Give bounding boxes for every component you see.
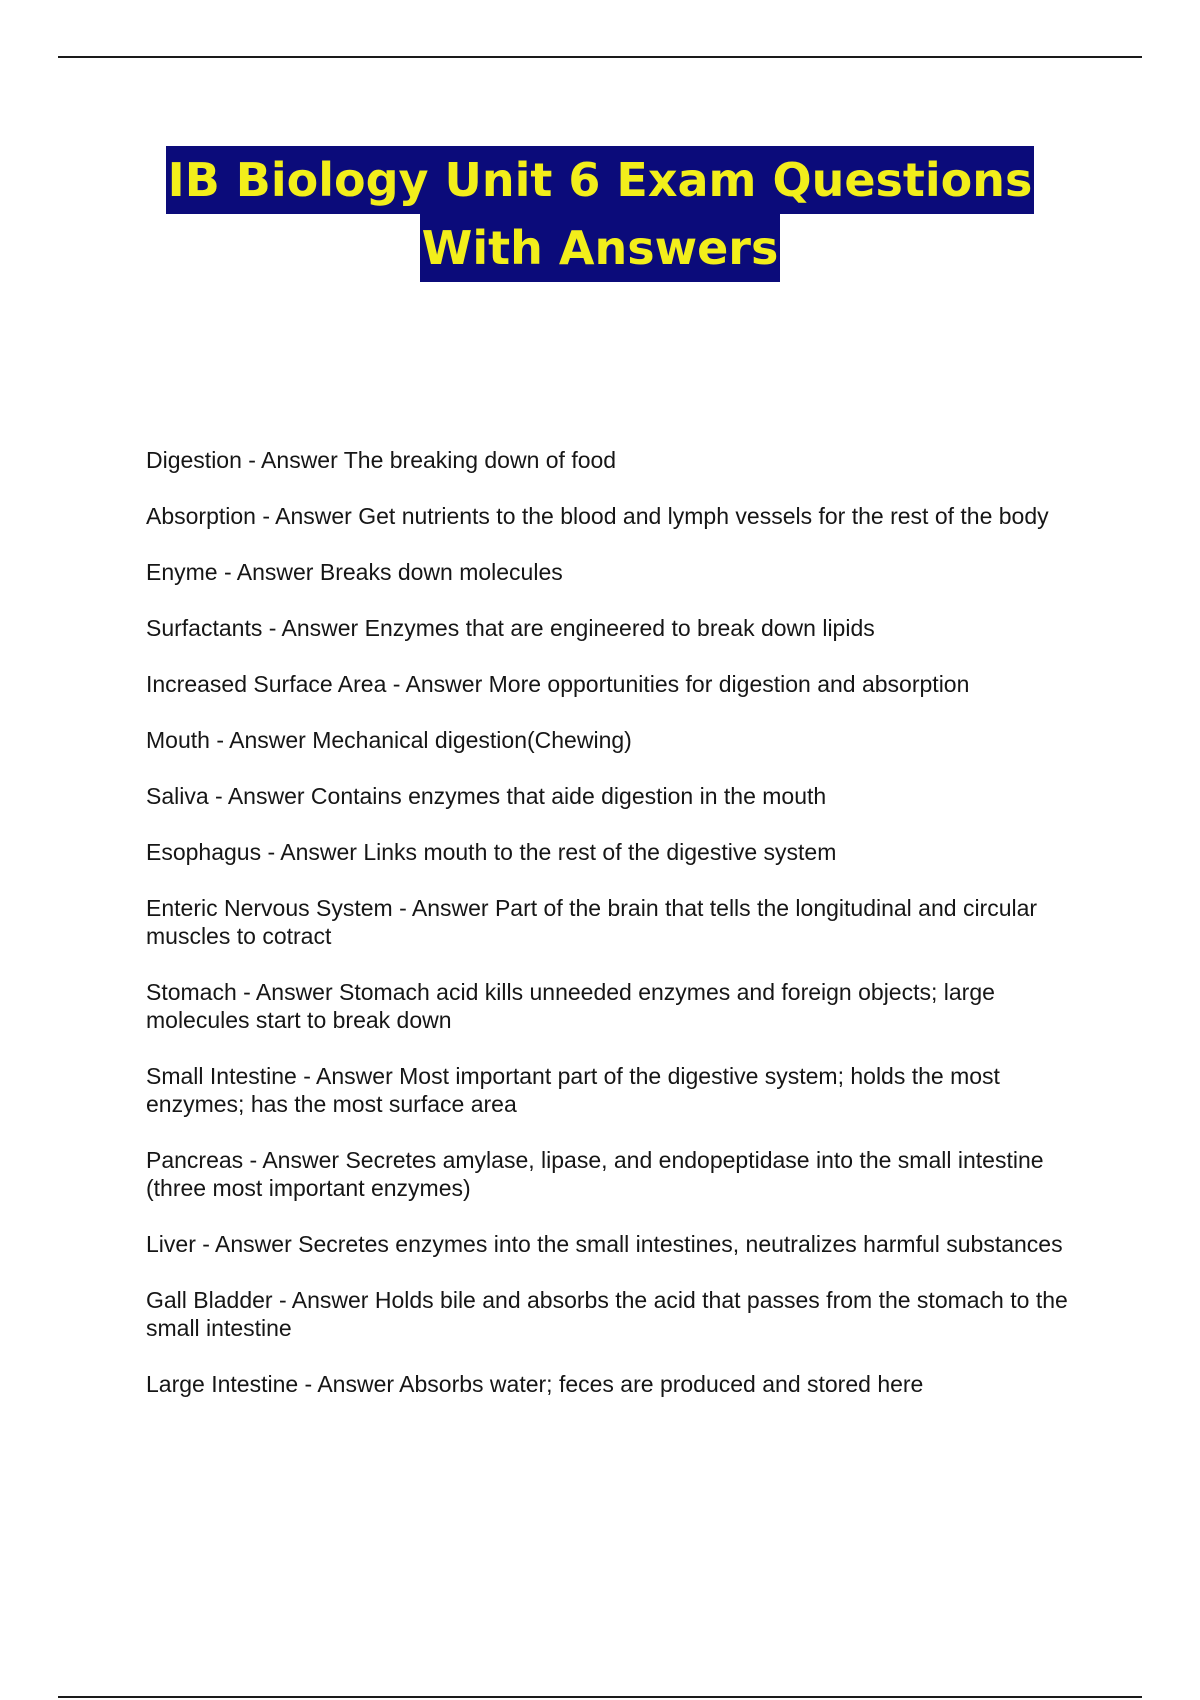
qa-separator: - Answer <box>386 671 489 697</box>
qa-term: Esophagus <box>146 839 262 865</box>
qa-item <box>146 894 1096 950</box>
qa-separator: - Answer <box>272 1287 375 1313</box>
title-line-1: IB Biology Unit 6 Exam Questions <box>166 146 1035 214</box>
qa-term: Increased Surface Area <box>146 671 387 697</box>
qa-item <box>146 558 1096 586</box>
qa-item <box>146 1370 1096 1398</box>
qa-term: Saliva <box>146 783 209 809</box>
qa-item <box>146 978 1096 1034</box>
footer-rule <box>58 1696 1142 1698</box>
qa-answer: Mechanical digestion(Chewing) <box>312 727 632 753</box>
qa-answer: Absorbs water; feces are produced and stored here <box>399 1371 924 1397</box>
qa-item <box>146 1062 1096 1118</box>
qa-separator: - Answer <box>262 615 365 641</box>
qa-term: Surfactants <box>146 615 263 641</box>
qa-answer: Enzymes that are engineered to break down lipids <box>364 615 875 641</box>
qa-item <box>146 502 1096 530</box>
qa-term: Enyme <box>146 559 218 585</box>
qa-answer: Get nutrients to the blood and lymph vessels for the rest of the body <box>358 503 1049 529</box>
qa-item <box>146 1230 1096 1258</box>
qa-item <box>146 838 1096 866</box>
qa-item <box>146 726 1096 754</box>
qa-term: Small Intestine <box>146 1063 297 1089</box>
qa-item <box>146 782 1096 810</box>
qa-separator: - Answer <box>241 447 344 473</box>
qa-term: Stomach <box>146 979 237 1005</box>
qa-answer: Contains enzymes that aide digestion in the mouth <box>310 783 827 809</box>
qa-term: Mouth <box>146 727 210 753</box>
title-line-2: With Answers <box>420 214 781 282</box>
qa-separator: - Answer <box>261 839 364 865</box>
qa-separator: - Answer <box>243 1147 346 1173</box>
qa-item <box>146 670 1096 698</box>
qa-answer: The breaking down of food <box>343 447 617 473</box>
qa-answer: More opportunities for digestion and absorption <box>488 671 970 697</box>
qa-term: Digestion <box>146 447 242 473</box>
qa-term: Large Intestine <box>146 1371 299 1397</box>
qa-separator: - Answer <box>296 1063 400 1089</box>
qa-item <box>146 1286 1096 1342</box>
qa-term: Pancreas <box>146 1147 244 1173</box>
qa-answer: Stomach acid kills unneeded enzymes and foreign objects; large molecules start to break down <box>146 979 995 1033</box>
document-title <box>0 146 1200 282</box>
qa-separator: - Answer <box>208 783 311 809</box>
qa-answer: Secretes amylase, lipase, and endopeptidase into the small intestine (three most important enzymes) <box>146 1147 1044 1201</box>
header-rule <box>58 56 1142 58</box>
qa-answer: Secretes enzymes into the small intestines, neutralizes harmful substances <box>298 1231 1063 1257</box>
qa-list <box>146 446 1096 1426</box>
qa-item <box>146 1146 1096 1202</box>
qa-answer: Part of the brain that tells the longitudinal and circular muscles to cotract <box>146 895 1038 949</box>
qa-separator: - Answer <box>195 1231 299 1257</box>
qa-answer: Most important part of the digestive system; holds the most enzymes; has the most surface area <box>146 1063 1000 1117</box>
qa-separator: - Answer <box>392 895 495 921</box>
qa-term: Gall Bladder <box>146 1287 273 1313</box>
qa-term: Liver <box>146 1231 196 1257</box>
qa-item <box>146 614 1096 642</box>
qa-item <box>146 446 1096 474</box>
qa-answer: Holds bile and absorbs the acid that passes from the stomach to the small intestine <box>146 1287 1068 1341</box>
qa-separator: - Answer <box>255 503 359 529</box>
qa-term: Absorption <box>146 503 256 529</box>
qa-separator: - Answer <box>209 727 313 753</box>
qa-separator: - Answer <box>217 559 320 585</box>
qa-answer: Breaks down molecules <box>319 559 563 585</box>
qa-separator: - Answer <box>236 979 340 1005</box>
qa-term: Enteric Nervous System <box>146 895 393 921</box>
qa-answer: Links mouth to the rest of the digestive system <box>363 839 837 865</box>
qa-separator: - Answer <box>298 1371 400 1397</box>
